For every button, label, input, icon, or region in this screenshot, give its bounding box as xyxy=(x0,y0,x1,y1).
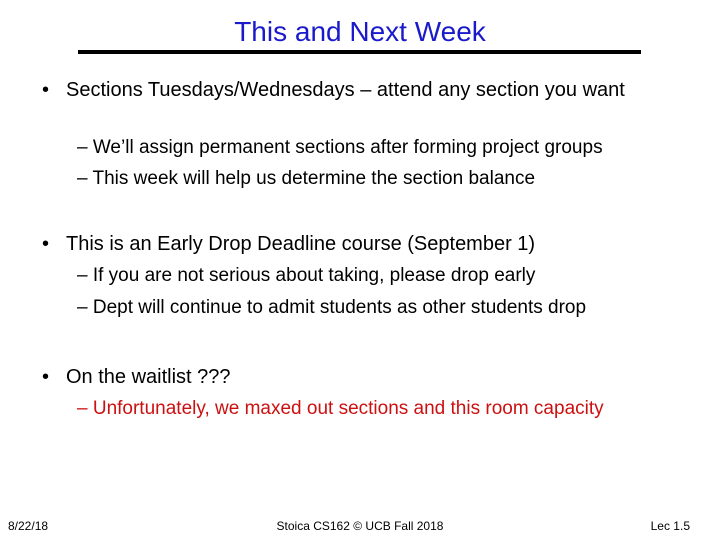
footer-date: 8/22/18 xyxy=(8,519,49,533)
sub-bullet: – We’ll assign permanent sections after forming project groups xyxy=(77,137,603,158)
sub-bullet-highlight: – Unfortunately, we maxed out sections and this room capacity xyxy=(77,398,604,419)
sub-bullet: – If you are not serious about taking, please drop early xyxy=(77,265,536,286)
footer-course: Stoica CS162 © UCB Fall 2018 xyxy=(276,519,444,533)
bullet-dot: • xyxy=(42,79,50,101)
slide-title: This and Next Week xyxy=(234,16,486,47)
sub-bullet: – Dept will continue to admit students as other students drop xyxy=(77,297,587,318)
sub-bullet: – This week will help us determine the section balance xyxy=(77,168,536,189)
bullet-text: This is an Early Drop Deadline course (September 1) xyxy=(66,233,536,255)
bullet-text: Sections Tuesdays/Wednesdays – attend any section you want xyxy=(66,79,625,101)
bullet-dot: • xyxy=(42,233,50,255)
bullet-dot: • xyxy=(42,366,50,388)
footer-page-number: Lec 1.5 xyxy=(650,519,690,533)
title-underline xyxy=(78,50,641,54)
bullet-text: On the waitlist ??? xyxy=(66,366,231,388)
